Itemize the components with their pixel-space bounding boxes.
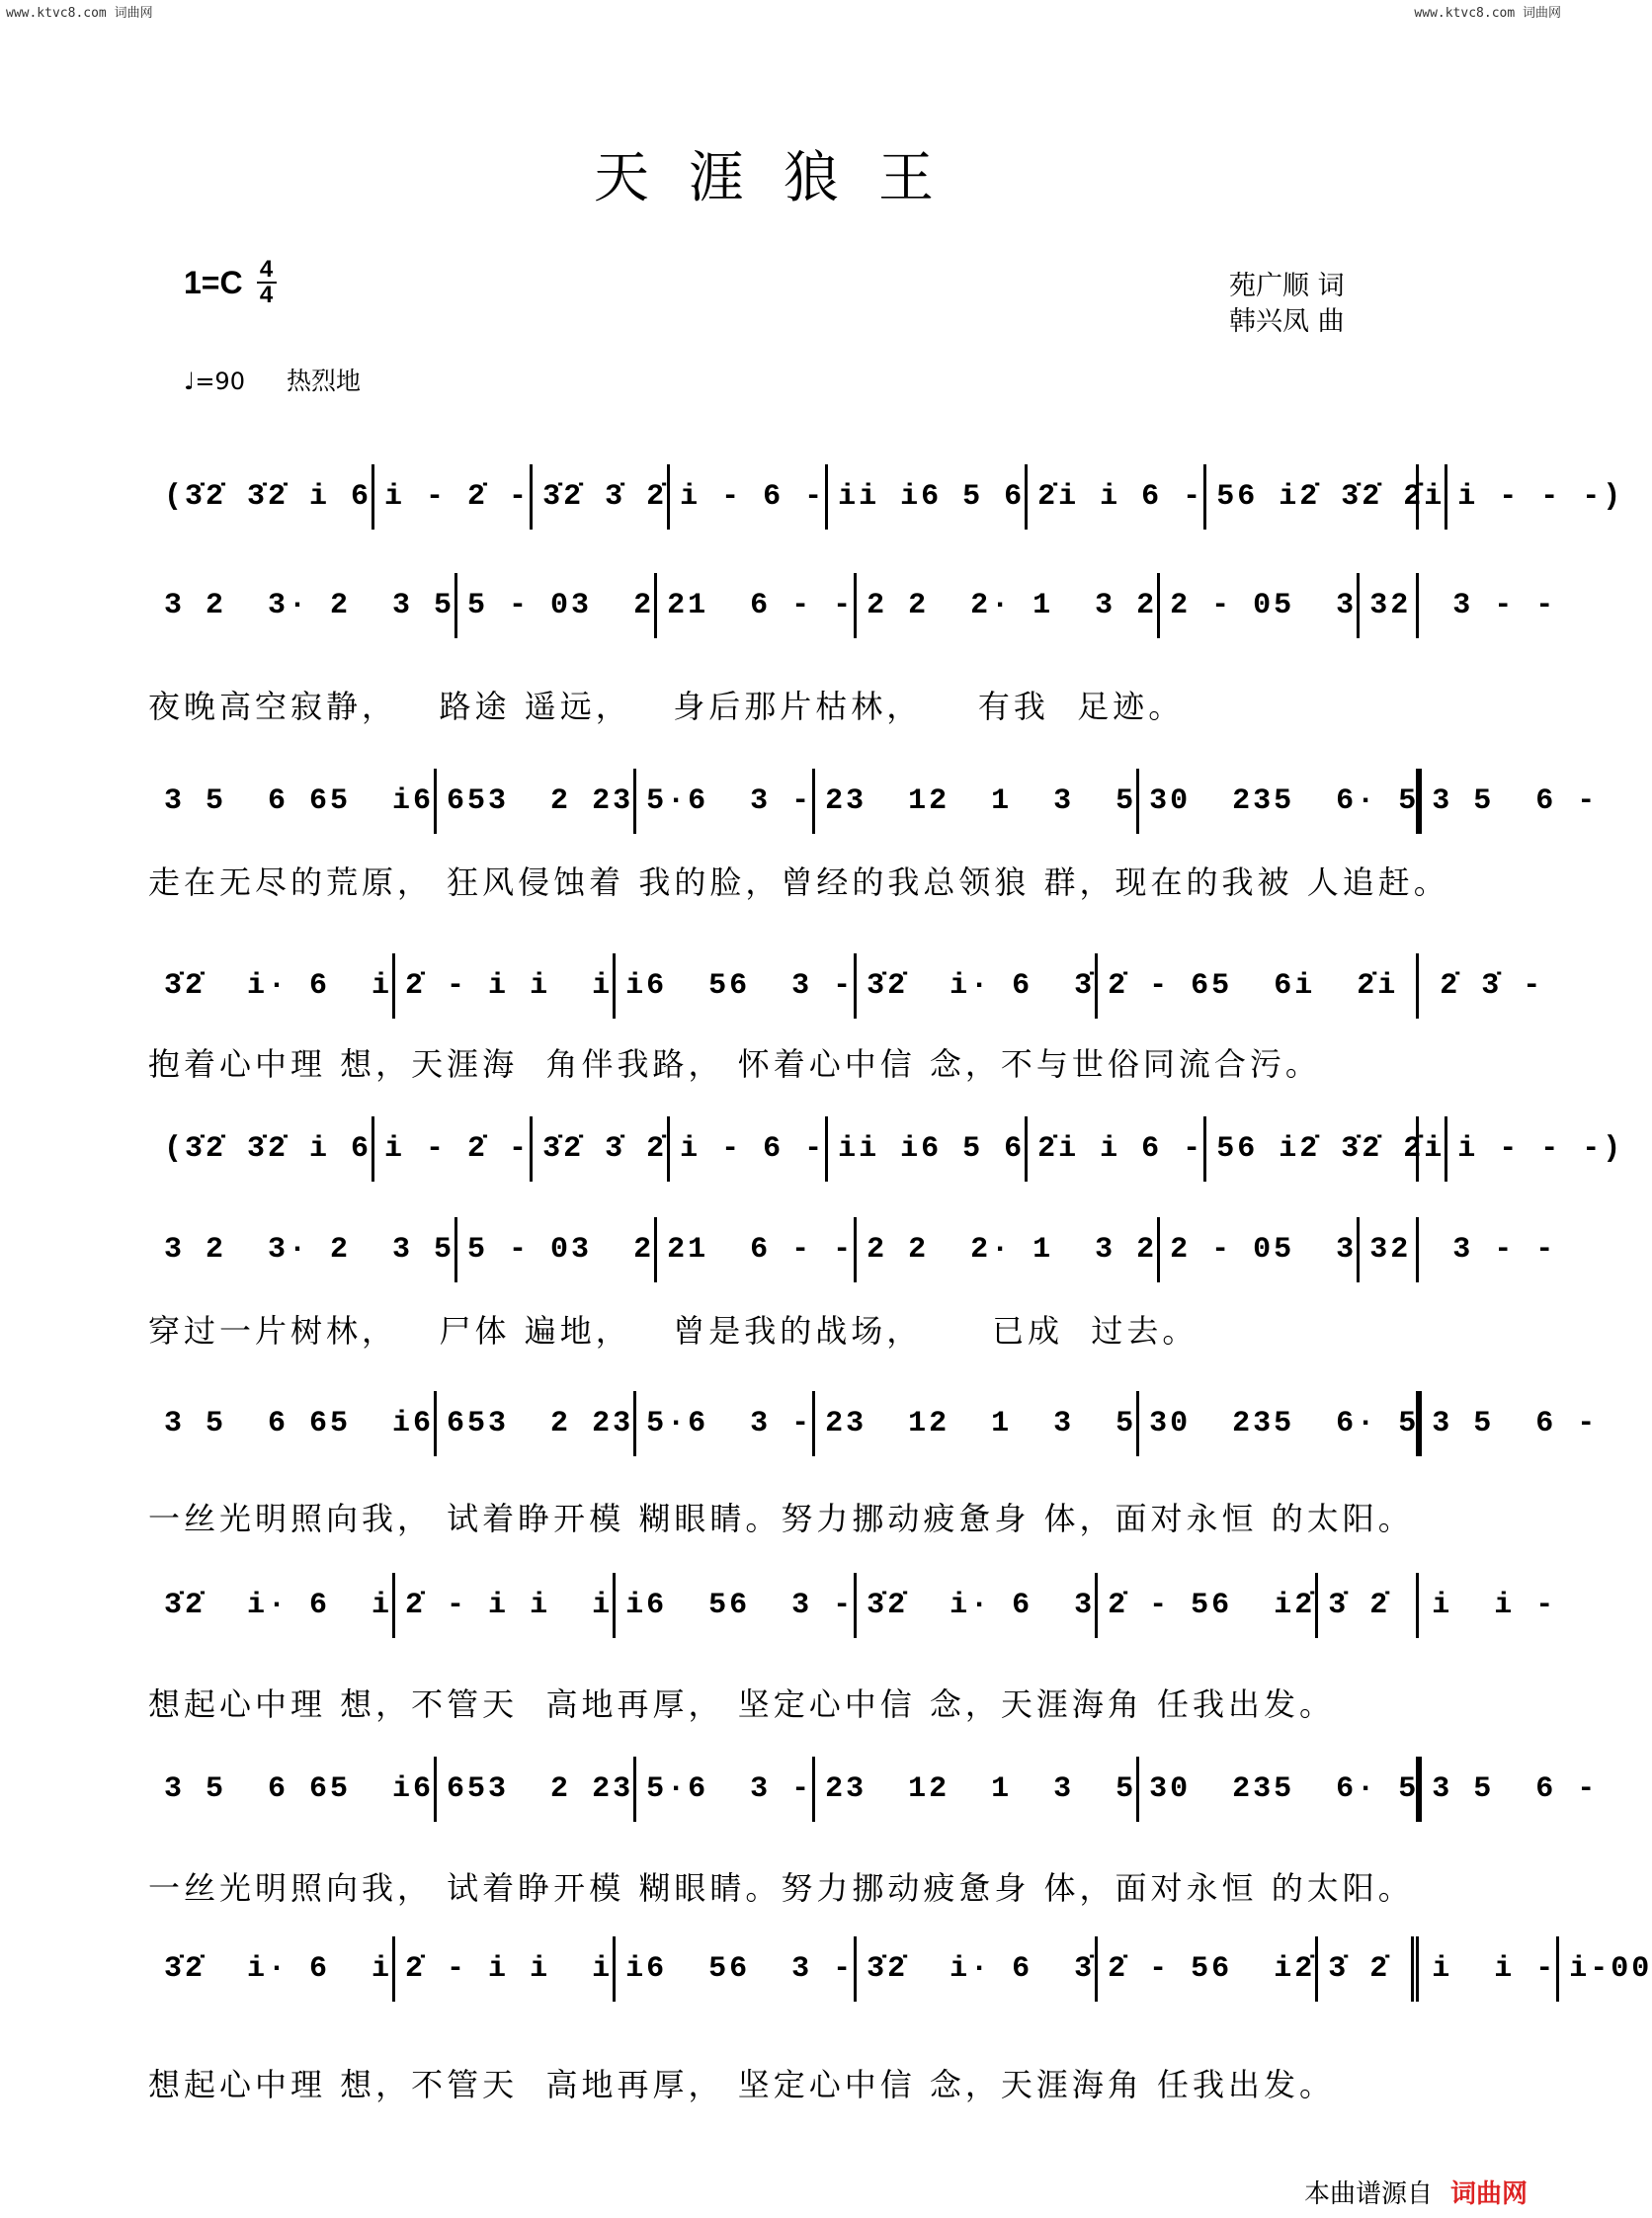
measure: 3 5 6 65 i6	[164, 784, 435, 818]
lyric-line: 夜晚高空寂静， 路途 遥远， 身后那片枯林， 有我 足迹。	[148, 688, 1185, 725]
measure: 3̇ 2̇ i i -	[1315, 1573, 1556, 1638]
measure: (3̇2̇ 3̇2̇ i 6	[164, 1132, 372, 1166]
lyricist: 苑广顺 词	[1229, 271, 1345, 301]
key-signature	[184, 256, 277, 308]
footer	[1304, 2174, 1528, 2210]
lyric-line: 想起心中理 想，不管天 高地再厚， 坚定心中信 念，天涯海角 任我出发。	[148, 2066, 1336, 2103]
notation-system	[148, 1391, 1599, 1456]
measure: i - - -)	[1445, 1116, 1623, 1182]
measure: 2̇ - i i i	[392, 1936, 613, 2002]
tempo-marking	[184, 362, 361, 397]
footer-source: 本曲谱源自	[1303, 2179, 1433, 2209]
measure: 3 2 3· 2 3 5	[164, 1233, 455, 1267]
lyric-line: 抱着心中理 想，天涯海 角伴我路， 怀着心中信 念，不与世俗同流合污。	[148, 1045, 1321, 1083]
measure: 2̇i i 6 -	[1025, 464, 1203, 530]
footer-brand: 词曲网	[1449, 2179, 1528, 2209]
measure: 3̇2̇ 3̇ 2̇	[530, 1116, 667, 1182]
measure: 2 - 05 3	[1157, 573, 1357, 638]
lyric-line: 走在无尽的荒原， 狂风侵蚀着 我的脸，曾经的我总领狼 群，现在的我被 人追赶。	[148, 863, 1449, 901]
measure: 653 2 23	[434, 769, 633, 834]
measure: 23 12 1 3 5	[812, 1757, 1136, 1822]
measure: i6 56 3 -	[613, 953, 854, 1019]
measure: 5·6 3 -	[633, 1757, 812, 1822]
measure: 3̇2̇ i· 6 i	[164, 1952, 393, 1986]
notation-system	[148, 1573, 1557, 1638]
measure: 5 - 03 2	[454, 1217, 654, 1282]
measure: 3 5 6 -	[1419, 1757, 1598, 1822]
measure: i-00	[1556, 1936, 1652, 2002]
measure: 2 2 2· 1 3 2	[854, 573, 1157, 638]
measure: 32 3 - -	[1357, 1217, 1556, 1282]
notation-system	[148, 464, 1624, 530]
measure: i - 6 -	[667, 464, 825, 530]
measure: 5 - 03 2	[454, 573, 654, 638]
measure: 2̇ - 56 i2̇	[1095, 1573, 1315, 1638]
measure: 2̇ - 56 i2̇	[1095, 1936, 1315, 2002]
lyric-line: 穿过一片树林， 尸体 遍地， 曾是我的战场， 已成 过去。	[148, 1312, 1198, 1350]
measure: 32 3 - -	[1357, 573, 1556, 638]
measure: 2 - 05 3	[1157, 1217, 1357, 1282]
measure: 2̇ - 65 6i 2̇i 2̇ 3̇ -	[1095, 953, 1543, 1019]
song-title: 天涯狼王	[594, 146, 973, 210]
lyric-line: 一丝光明照向我， 试着睁开模 糊眼睛。努力挪动疲惫身 体，面对永恒 的太阳。	[148, 1500, 1414, 1537]
measure: 23 12 1 3 5	[812, 1391, 1136, 1456]
tempo-value: ♩=90	[184, 368, 245, 395]
measure: 5·6 3 -	[633, 769, 812, 834]
notation-system	[148, 1116, 1624, 1182]
mood-marking: 热烈地	[286, 367, 361, 395]
measure: 30 235 6· 5	[1136, 769, 1419, 834]
measure: i - - -)	[1445, 464, 1623, 530]
measure: ii i6 5 6	[825, 464, 1025, 530]
watermark-left: www.ktvc8.com 词曲网	[6, 6, 153, 21]
measure: 3̇2̇ i· 6 3̇	[854, 953, 1095, 1019]
notation-system	[148, 1757, 1599, 1822]
credits	[1229, 269, 1345, 340]
measure: 3̇2̇ 3̇ 2̇	[530, 464, 667, 530]
measure: 30 235 6· 5	[1136, 1757, 1419, 1822]
measure: 2̇i i 6 -	[1025, 1116, 1203, 1182]
measure: 23 12 1 3 5	[812, 769, 1136, 834]
measure: i6 56 3 -	[613, 1573, 854, 1638]
measure: 3̇2̇ i· 6 i	[164, 1589, 393, 1622]
notation-system	[148, 953, 1544, 1019]
measure: 30 235 6· 5	[1136, 1391, 1419, 1456]
measure: 2̇ - i i i	[392, 953, 613, 1019]
measure: ii i6 5 6	[825, 1116, 1025, 1182]
measure: 3 5 6 65 i6	[164, 1407, 435, 1440]
measure: i - 6 -	[667, 1116, 825, 1182]
measure: 3 5 6 -	[1419, 769, 1598, 834]
measure: 56 i2̇ 3̇2̇ 2̇i	[1203, 464, 1445, 530]
measure: 21 6 - -	[654, 1217, 854, 1282]
time-bottom: 4	[259, 282, 274, 308]
time-top: 4	[259, 256, 274, 283]
measure: 2 2 2· 1 3 2	[854, 1217, 1157, 1282]
measure: 3 5 6 65 i6	[164, 1772, 435, 1806]
watermark-right: www.ktvc8.com 词曲网	[1414, 6, 1561, 21]
measure: 21 6 - -	[654, 573, 854, 638]
measure: 3̇ 2̇ i i -	[1315, 1936, 1556, 2002]
measure: i6 56 3 -	[613, 1936, 854, 2002]
lyric-line: 一丝光明照向我， 试着睁开模 糊眼睛。努力挪动疲惫身 体，面对永恒 的太阳。	[148, 1869, 1414, 1907]
measure: 653 2 23	[434, 1391, 633, 1456]
measure: 3 2 3· 2 3 5	[164, 589, 455, 622]
measure: 56 i2̇ 3̇2̇ 2̇i	[1203, 1116, 1445, 1182]
measure: 3̇2̇ i· 6 3̇	[854, 1936, 1095, 2002]
time-signature	[257, 256, 277, 308]
notation-system	[148, 769, 1599, 834]
lyric-line: 想起心中理 想，不管天 高地再厚， 坚定心中信 念，天涯海角 任我出发。	[148, 1685, 1336, 1723]
notation-system	[148, 1936, 1652, 2002]
measure: 3̇2̇ i· 6 3	[854, 1573, 1095, 1638]
measure: 3̇2̇ i· 6 i	[164, 969, 393, 1003]
notation-system	[148, 1217, 1557, 1282]
measure: (3̇2̇ 3̇2̇ i 6	[164, 480, 372, 514]
key-label: 1=C	[184, 264, 243, 300]
measure: 3 5 6 -	[1419, 1391, 1598, 1456]
measure: 5·6 3 -	[633, 1391, 812, 1456]
measure: i - 2̇ -	[372, 1116, 530, 1182]
measure: 2̇ - i i i	[392, 1573, 613, 1638]
measure: 653 2 23	[434, 1757, 633, 1822]
measure: i - 2̇ -	[372, 464, 530, 530]
notation-system	[148, 573, 1557, 638]
composer: 韩兴凤 曲	[1229, 306, 1345, 337]
